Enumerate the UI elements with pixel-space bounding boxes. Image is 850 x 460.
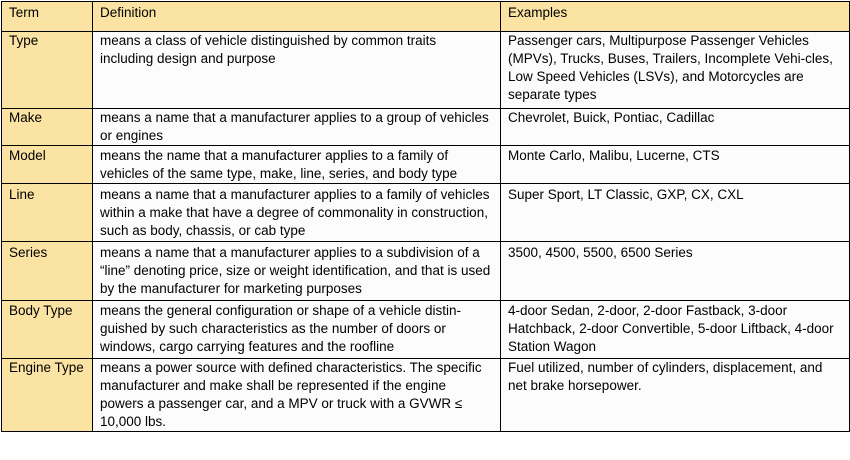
table-header-row xyxy=(2,2,850,32)
table-row xyxy=(2,146,850,184)
examples-cell: 3500, 4500, 5500, 6500 Series xyxy=(501,242,850,301)
definition-cell: means the name that a manufacturer applies to a family of vehicles of the same type, make, line, series, and body type xyxy=(93,146,501,184)
examples-cell: 4-door Sedan, 2-door, 2-door Fastback, 3-door Hatchback, 2-door Convertible, 5-door Liftback, 4-door Station Wagon xyxy=(501,301,850,359)
table-row xyxy=(2,184,850,242)
table-row xyxy=(2,32,850,109)
examples-cell: Fuel utilized, number of cylinders, displacement, and net brake horsepower. xyxy=(501,359,850,432)
header-examples: Examples xyxy=(501,2,850,32)
term-cell: Model xyxy=(2,146,93,184)
table-row xyxy=(2,109,850,146)
term-cell: Line xyxy=(2,184,93,242)
term-cell: Type xyxy=(2,32,93,109)
table-row xyxy=(2,359,850,432)
definition-cell: means a name that a manufacturer applies to a family of vehicles within a make that have a degree of commonality in construction, such as body, chassis, or cab type xyxy=(93,184,501,242)
table-row xyxy=(2,242,850,301)
header-term: Term xyxy=(2,2,93,32)
definition-cell: means a name that a manufacturer applies to a subdivision of a “line” denoting price, size or weight identification, and that is used by the manufacturer for marketing purposes xyxy=(93,242,501,301)
definition-cell: means a power source with defined characteristics. The specific manufacturer and make shall be represented if the engine powers a passenger car, and a MPV or truck with a GVWR ≤ 10,000 lbs. xyxy=(93,359,501,432)
term-cell: Body Type xyxy=(2,301,93,359)
definition-cell: means a name that a manufacturer applies to a group of vehicles or engines xyxy=(93,109,501,146)
term-cell: Engine Type xyxy=(2,359,93,432)
term-cell: Make xyxy=(2,109,93,146)
examples-cell: Passenger cars, Multipurpose Passenger Vehicles (MPVs), Trucks, Buses, Trailers, Incomplete Vehi-cles, Low Speed Vehicles (LSVs), and Motorcycles are separate types xyxy=(501,32,850,109)
table-row xyxy=(2,301,850,359)
definition-cell: means a class of vehicle distinguished by common traits including design and purpose xyxy=(93,32,501,109)
examples-cell: Chevrolet, Buick, Pontiac, Cadillac xyxy=(501,109,850,146)
term-cell: Series xyxy=(2,242,93,301)
header-definition: Definition xyxy=(93,2,501,32)
examples-cell: Monte Carlo, Malibu, Lucerne, CTS xyxy=(501,146,850,184)
definition-cell: means the general configuration or shape of a vehicle distin-guished by such characteristics as the number of doors or windows, cargo carrying features and the roofline xyxy=(93,301,501,359)
terms-table xyxy=(1,1,850,432)
examples-cell: Super Sport, LT Classic, GXP, CX, CXL xyxy=(501,184,850,242)
